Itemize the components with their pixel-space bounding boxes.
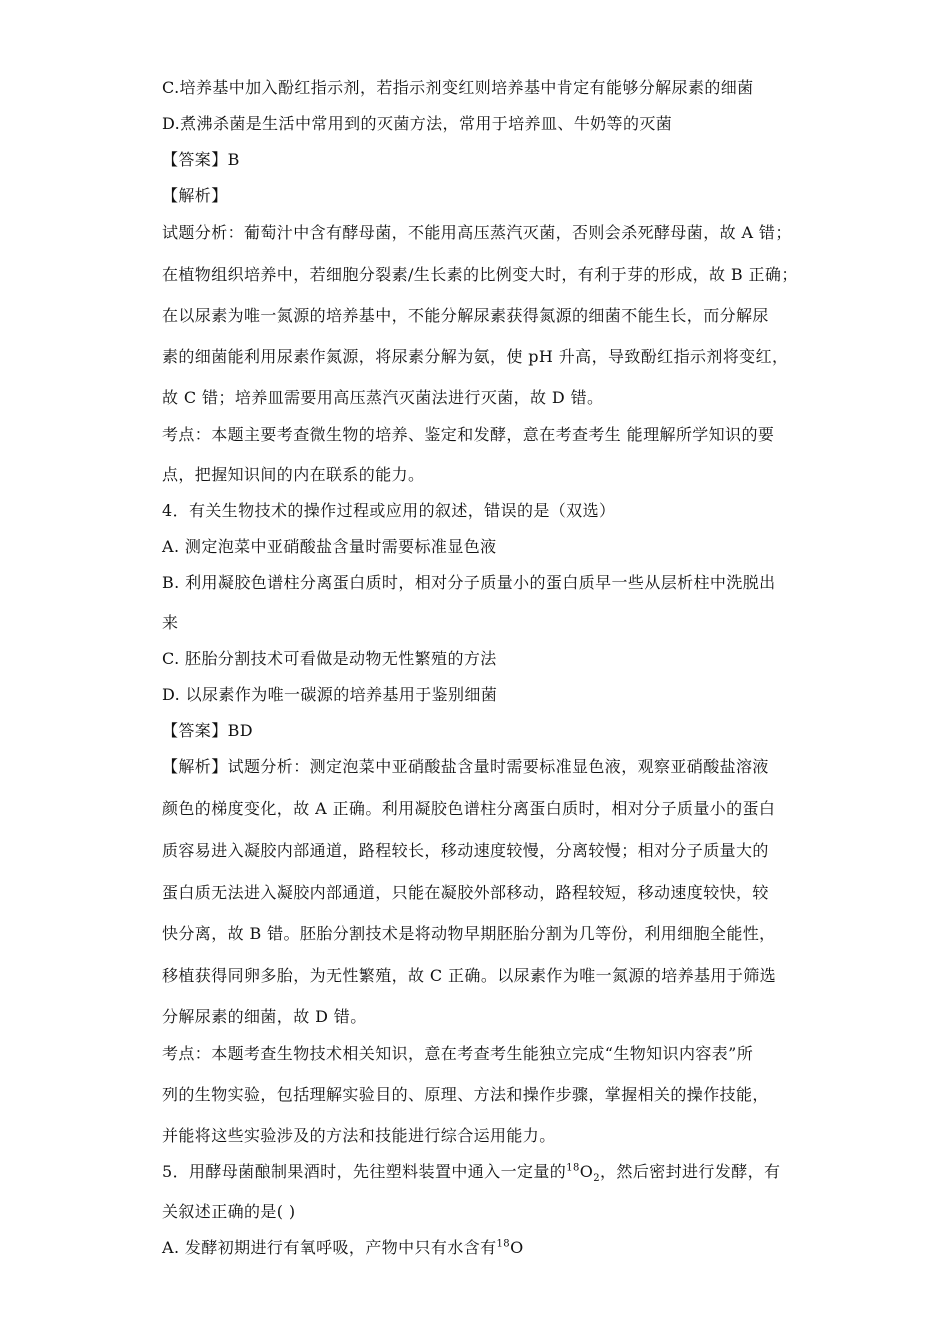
- q5-option-a: [162, 1238, 802, 1258]
- q3-analysis-line: 素的细菌能利用尿素作氮源，将尿素分解为氨，使 pH 升高，导致酚红指示剂将变红，: [162, 347, 789, 366]
- q3-option-d: D.煮沸杀菌是生活中常用到的灭菌方法，常用于培养皿、牛奶等的灭菌: [162, 114, 673, 133]
- q3-answer: 【答案】B: [162, 150, 240, 169]
- q4-kaodian-line: 列的生物实验，包括理解实验目的、原理、方法和操作步骤，掌握相关的操作技能，: [162, 1085, 769, 1104]
- q4-option-a: A. 测定泡菜中亚硝酸盐含量时需要标准显色液: [162, 537, 497, 556]
- q4-analysis-line: 分解尿素的细菌，故 D 错。: [162, 1007, 367, 1026]
- q3-analysis-line: 在以尿素为唯一氮源的培养基中，不能分解尿素获得氮源的细菌不能生长，而分解尿: [162, 306, 769, 325]
- q5-stem: [162, 1162, 802, 1185]
- q4-analysis-line: 快分离，故 B 错。胚胎分割技术是将动物早期胚胎分割为几等份，利用细胞全能性，: [162, 924, 776, 943]
- q5-option-a-isotope: 18: [496, 1238, 511, 1250]
- q4-analysis-line: 【解析】试题分析：测定泡菜中亚硝酸盐含量时需要标准显色液，观察亚硝酸盐溶液: [162, 757, 769, 776]
- q4-answer: 【答案】BD: [162, 721, 253, 740]
- q4-kaodian-line: 并能将这些实验涉及的方法和技能进行综合运用能力。: [162, 1126, 556, 1145]
- q5-option-a-molecule: O: [510, 1238, 524, 1257]
- q5-stem-part1: 5．用酵母菌酿制果酒时，先往塑料装置中通入一定量的: [162, 1162, 567, 1181]
- q5-stem-continued: 关叙述正确的是( ): [162, 1202, 296, 1221]
- q4-option-b-continued: 来: [162, 613, 179, 632]
- q3-option-c: C.培养基中加入酚红指示剂，若指示剂变红则培养基中肯定有能够分解尿素的细菌: [162, 78, 754, 97]
- q3-analysis-line: 在植物组织培养中，若细胞分裂素/生长素的比例变大时，有利于芽的形成，故 B 正确；: [162, 265, 798, 284]
- q4-analysis-line: 颜色的梯度变化，故 A 正确。利用凝胶色谱柱分离蛋白质时，相对分子质量小的蛋白: [162, 799, 776, 818]
- q5-stem-part2: ，然后密封进行发酵，有: [600, 1162, 781, 1181]
- q3-kaodian-line: 考点：本题主要考查微生物的培养、鉴定和发酵，意在考查考生 能理解所学知识的要: [162, 425, 775, 444]
- q4-option-d: D. 以尿素作为唯一碳源的培养基用于鉴别细菌: [162, 685, 498, 704]
- q5-option-a-text: A. 发酵初期进行有氧呼吸，产物中只有水含有: [162, 1238, 497, 1257]
- q3-analysis-heading: 【解析】: [162, 186, 228, 205]
- q5-molecule-subscript: 2: [593, 1173, 601, 1185]
- q4-option-c: C. 胚胎分割技术可看做是动物无性繁殖的方法: [162, 649, 497, 668]
- q4-analysis-line: 移植获得同卵多胎，为无性繁殖，故 C 正确。以尿素作为唯一氮源的培养基用于筛选: [162, 966, 777, 985]
- q3-kaodian-line: 点，把握知识间的内在联系的能力。: [162, 465, 425, 484]
- q4-analysis-line: 蛋白质无法进入凝胶内部通道，只能在凝胶外部移动，路程较短，移动速度较快，较: [162, 883, 769, 902]
- q4-kaodian-line: 考点：本题考查生物技术相关知识，意在考查考生能独立完成“生物知识内容表”所: [162, 1044, 754, 1063]
- q3-analysis-line: 故 C 错；培养皿需要用高压蒸汽灭菌法进行灭菌，故 D 错。: [162, 388, 604, 407]
- q5-molecule: O: [579, 1162, 594, 1181]
- q4-analysis-line: 质容易进入凝胶内部通道，路程较长，移动速度较慢，分离较慢；相对分子质量大的: [162, 841, 769, 860]
- q4-stem: 4．有关生物技术的操作过程或应用的叙述，错误的是（双选）: [162, 501, 616, 520]
- q4-option-b: B. 利用凝胶色谱柱分离蛋白质时，相对分子质量小的蛋白质早一些从层析柱中洗脱出: [162, 573, 776, 592]
- q5-isotope-mass: 18: [566, 1162, 580, 1174]
- q3-analysis-line: 试题分析：葡萄汁中含有酵母菌，不能用高压蒸汽灭菌，否则会杀死酵母菌，故 A 错；: [162, 223, 792, 242]
